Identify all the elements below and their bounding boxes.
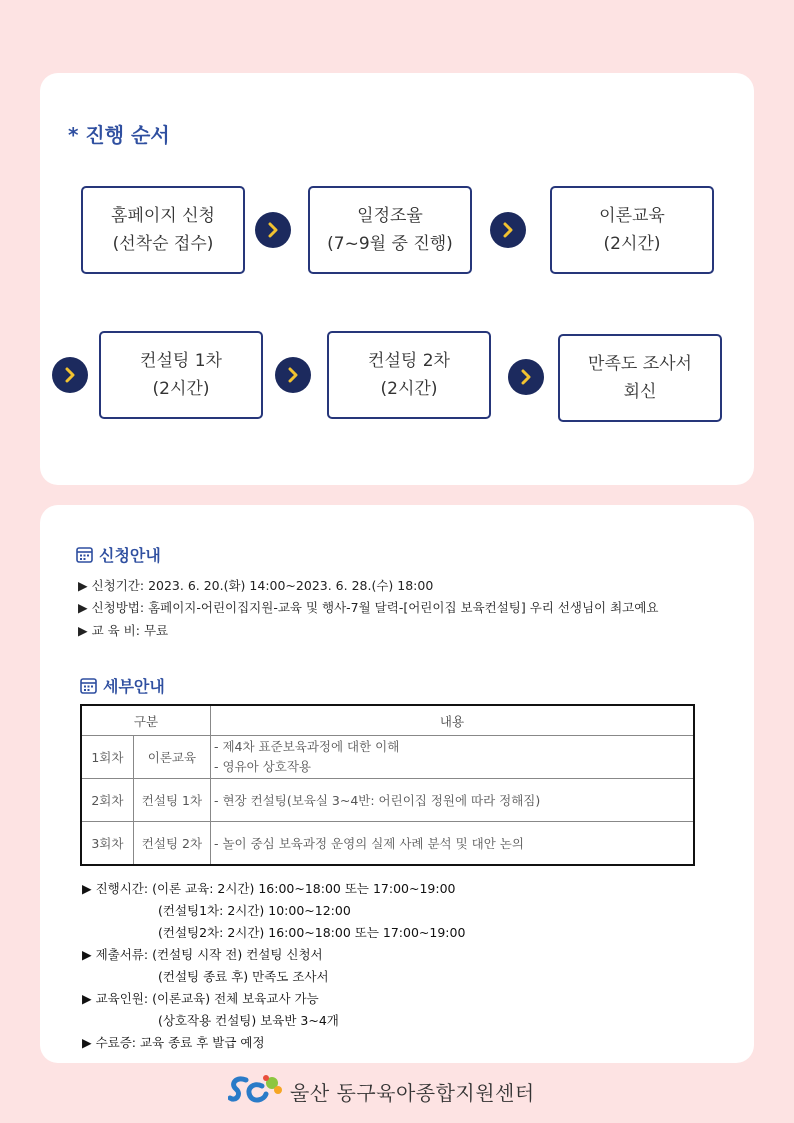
- note-time-consult-2: (컨설팅2차: 2시간) 16:00~18:00 또는 17:00~19:00: [158, 925, 466, 940]
- process-card: [40, 73, 754, 485]
- note-attendees: ▶ 교육인원: (이론교육) 전체 보육교사 가능: [82, 991, 319, 1006]
- calendar-icon: [80, 677, 97, 694]
- step-label: 홈페이지 신청: [111, 206, 215, 226]
- table-row: [81, 822, 694, 865]
- chevron-right-icon: [490, 212, 526, 248]
- apply-fee: ▶ 교 육 비: 무료: [78, 623, 169, 638]
- row-type: 컨설팅 1차: [133, 779, 210, 822]
- step-box-schedule: [308, 186, 472, 274]
- step-sublabel: 회신: [623, 382, 657, 402]
- step-sublabel: (2시간): [603, 234, 661, 254]
- row-content-line: - 제4차 표준보육과정에 대한 이해: [214, 739, 400, 754]
- step-box-theory: [550, 186, 714, 274]
- step-label: 일정조율: [357, 206, 423, 226]
- apply-period: ▶ 신청기간: 2023. 6. 20.(화) 14:00~2023. 6. 28.(수) 18:00: [78, 578, 434, 593]
- note-time-consult-1: (컨설팅1차: 2시간) 10:00~12:00: [158, 903, 351, 918]
- chevron-right-icon: [508, 359, 544, 395]
- note-documents: ▶ 제출서류: (컨설팅 시작 전) 컨설팅 신청서: [82, 947, 323, 962]
- row-round: 2회차: [81, 779, 133, 822]
- step-label: 이론교육: [599, 206, 665, 226]
- apply-title-text: 신청안내: [99, 546, 161, 565]
- footer-org-name: 울산 동구육아종합지원센터: [290, 1080, 535, 1105]
- step-label: 컨설팅 2차: [368, 351, 450, 371]
- process-title: * 진행 순서: [68, 123, 170, 147]
- step-sublabel: (선착순 접수): [112, 234, 214, 254]
- step-box-consult-2: [327, 331, 491, 419]
- note-time: ▶ 진행시간: (이론 교육: 2시간) 16:00~18:00 또는 17:00~19:00: [82, 881, 456, 896]
- table-row: [81, 736, 694, 779]
- row-round: 1회차: [81, 736, 133, 779]
- detail-section-title: [80, 674, 165, 697]
- info-card: [40, 505, 754, 1063]
- footer-logo: [228, 1073, 535, 1109]
- step-sublabel: (2시간): [380, 379, 438, 399]
- row-content-line: - 영유아 상호작용: [214, 759, 311, 774]
- row-content: [211, 736, 695, 779]
- chevron-right-icon: [52, 357, 88, 393]
- apply-method: ▶ 신청방법: 홈페이지-어린이집지원-교육 및 행사-7월 달력-[어린이집 보육컨설팅] 우리 선생님이 최고예요: [78, 600, 659, 615]
- detail-title-text: 세부안내: [103, 677, 165, 696]
- calendar-icon: [76, 546, 93, 563]
- table-header-content: 내용: [211, 705, 695, 736]
- table-row: [81, 779, 694, 822]
- row-content-line: - 현장 컨설팅(보육실 3~4반: 어린이집 정원에 따라 정해짐): [214, 793, 541, 808]
- apply-section-title: [76, 543, 161, 566]
- detail-table: [80, 704, 695, 866]
- table-header-category: 구분: [81, 705, 211, 736]
- step-label: 만족도 조사서: [588, 354, 692, 374]
- row-type: 컨설팅 2차: [133, 822, 210, 865]
- note-documents-after: (컨설팅 종료 후) 만족도 조사서: [158, 969, 329, 984]
- step-sublabel: (7~9월 중 진행): [327, 234, 453, 254]
- chevron-right-icon: [255, 212, 291, 248]
- note-attendees-consult: (상호작용 컨설팅) 보육반 3~4개: [158, 1013, 339, 1028]
- table-header-row: [81, 705, 694, 736]
- row-content: [211, 779, 695, 822]
- row-type: 이론교육: [133, 736, 210, 779]
- step-box-homepage: [81, 186, 245, 274]
- row-content: [211, 822, 695, 865]
- step-sublabel: (2시간): [152, 379, 210, 399]
- chevron-right-icon: [275, 357, 311, 393]
- row-content-line: - 놀이 중심 보육과정 운영의 실제 사례 분석 및 대안 논의: [214, 835, 524, 851]
- row-round: 3회차: [81, 822, 133, 865]
- step-box-survey: [558, 334, 722, 422]
- center-logo-icon: [228, 1072, 284, 1110]
- note-certificate: ▶ 수료증: 교육 종료 후 발급 예정: [82, 1035, 265, 1050]
- step-box-consult-1: [99, 331, 263, 419]
- step-label: 컨설팅 1차: [140, 351, 222, 371]
